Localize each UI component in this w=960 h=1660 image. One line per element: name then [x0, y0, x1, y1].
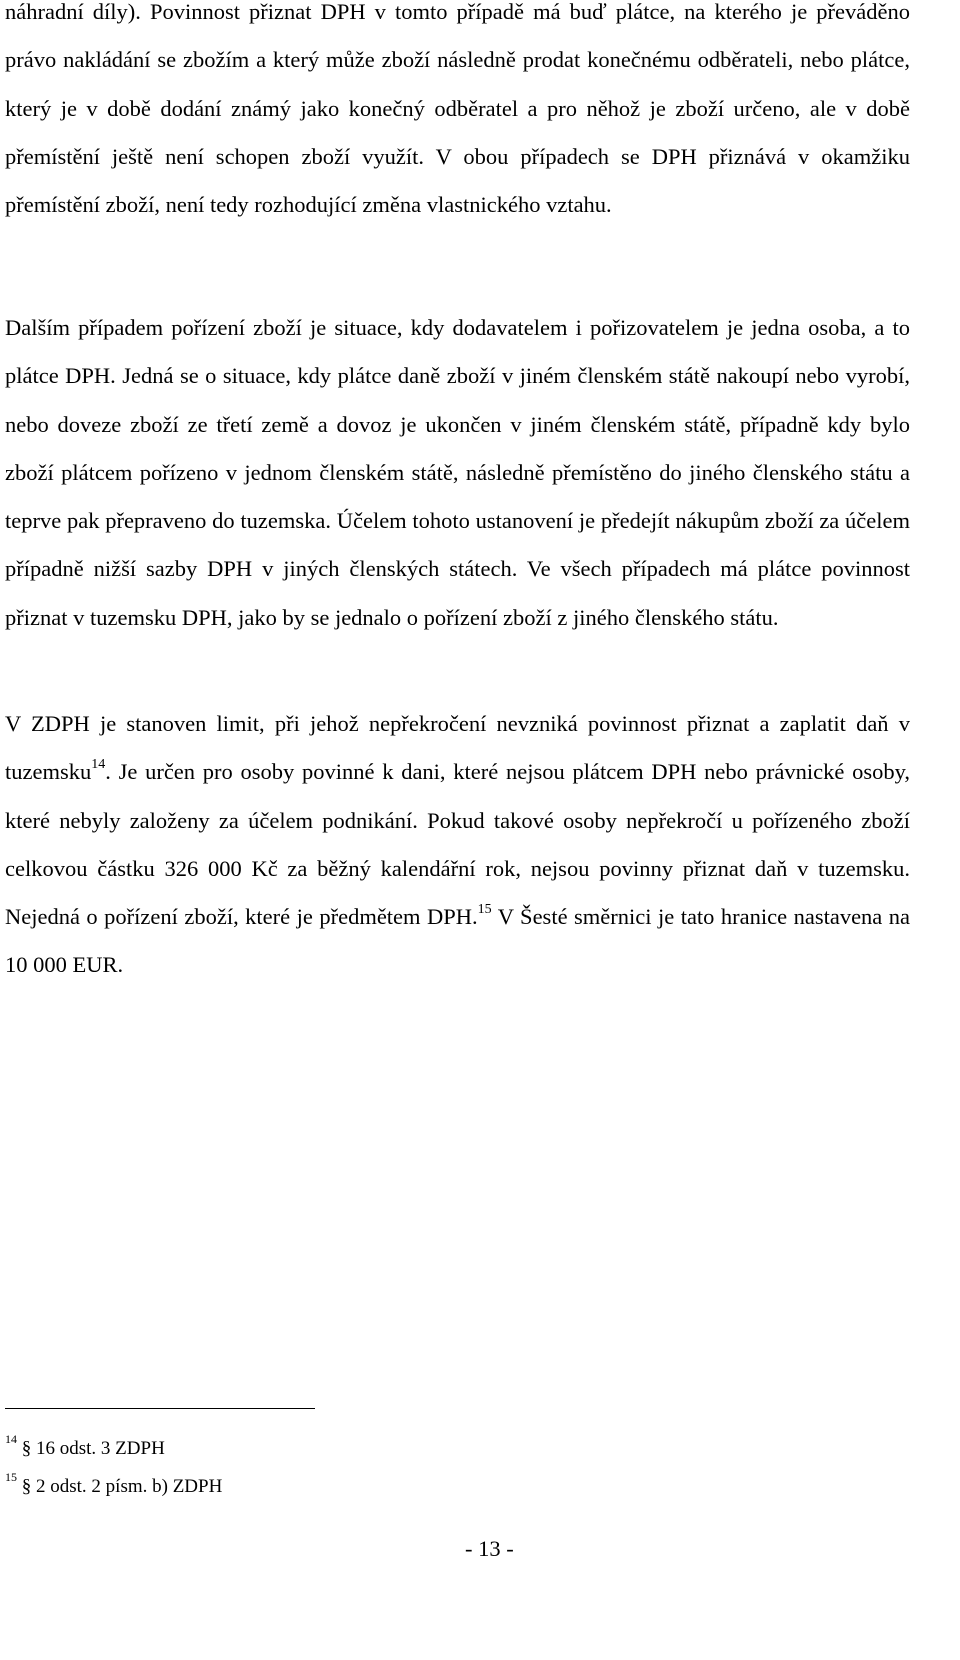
paragraph-3-text-a: V ZDPH je stanoven limit, při jehož nepřekročení nevzniká povinnost přiznat a zaplatit daň v tuzemsku — [5, 711, 910, 785]
footnote-separator — [5, 1408, 315, 1409]
footnote-text: § 2 odst. 2 písm. b) ZDPH — [21, 1476, 223, 1497]
footnote-text: § 16 odst. 3 ZDPH — [21, 1438, 165, 1459]
paragraph-2: Dalším případem pořízení zboží je situace, kdy dodavatelem i pořizovatelem je jedna osoba, a to plátce DPH. Jedná se o situace, kdy plátce daně zboží v jiném členském státě nakoupí nebo vyrobí, nebo doveze zboží ze třetí země a dovoz je ukončen v jiném členském státě, případně kdy bylo zboží plátcem pořízeno v jednom členském státě, následně přemístěno do jiného členského státu a teprve pak přepraveno do tuzemska. Účelem tohoto ustanovení je předejít nákupům zboží za účelem případně nižší sazby DPH v jiných členských státech. Ve všech případech má plátce povinnost přiznat v tuzemsku DPH, jako by se jednalo o pořízení zboží z jiného členského státu. — [5, 315, 910, 630]
paragraph-3-text-c: V Šesté směrnici je tato hranice nastavena na 10 000 EUR. — [5, 904, 911, 978]
footnote-ref-14: 14 — [91, 756, 106, 772]
footnote-15 — [5, 1469, 223, 1500]
footnote-ref-15: 15 — [477, 901, 492, 917]
page-number: - 13 - — [465, 1536, 514, 1561]
paragraph-3 — [5, 700, 910, 990]
document-page — [5, 0, 910, 1660]
footnote-number: 14 — [5, 1431, 17, 1446]
footnote-14 — [5, 1431, 165, 1462]
paragraph-1: náhradní díly). Povinnost přiznat DPH v tomto případě má buď plátce, na kterého je převáděno právo nakládání se zbožím a který může zboží následně prodat konečnému odběrateli, nebo plátce, který je v době dodání známý jako konečný odběratel a pro něhož je zboží určeno, ale v době přemístění ještě není schopen zboží využít. V obou případech se DPH přiznává v okamžiku přemístění zboží, není tedy rozhodující změna vlastnického vztahu. — [5, 0, 910, 218]
footnote-number: 15 — [5, 1469, 17, 1484]
paragraph-3-text-b: . Je určen pro osoby povinné k dani, které nejsou plátcem DPH nebo právnické osoby, které nebyly založeny za účelem podnikání. Pokud takové osoby nepřekročí u pořízeného zboží celkovou částku 326 000 Kč za běžný kalendářní rok, nejsou povinny přiznat daň v tuzemsku. Nejedná o pořízení zboží, které je předmětem DPH. — [5, 759, 910, 930]
